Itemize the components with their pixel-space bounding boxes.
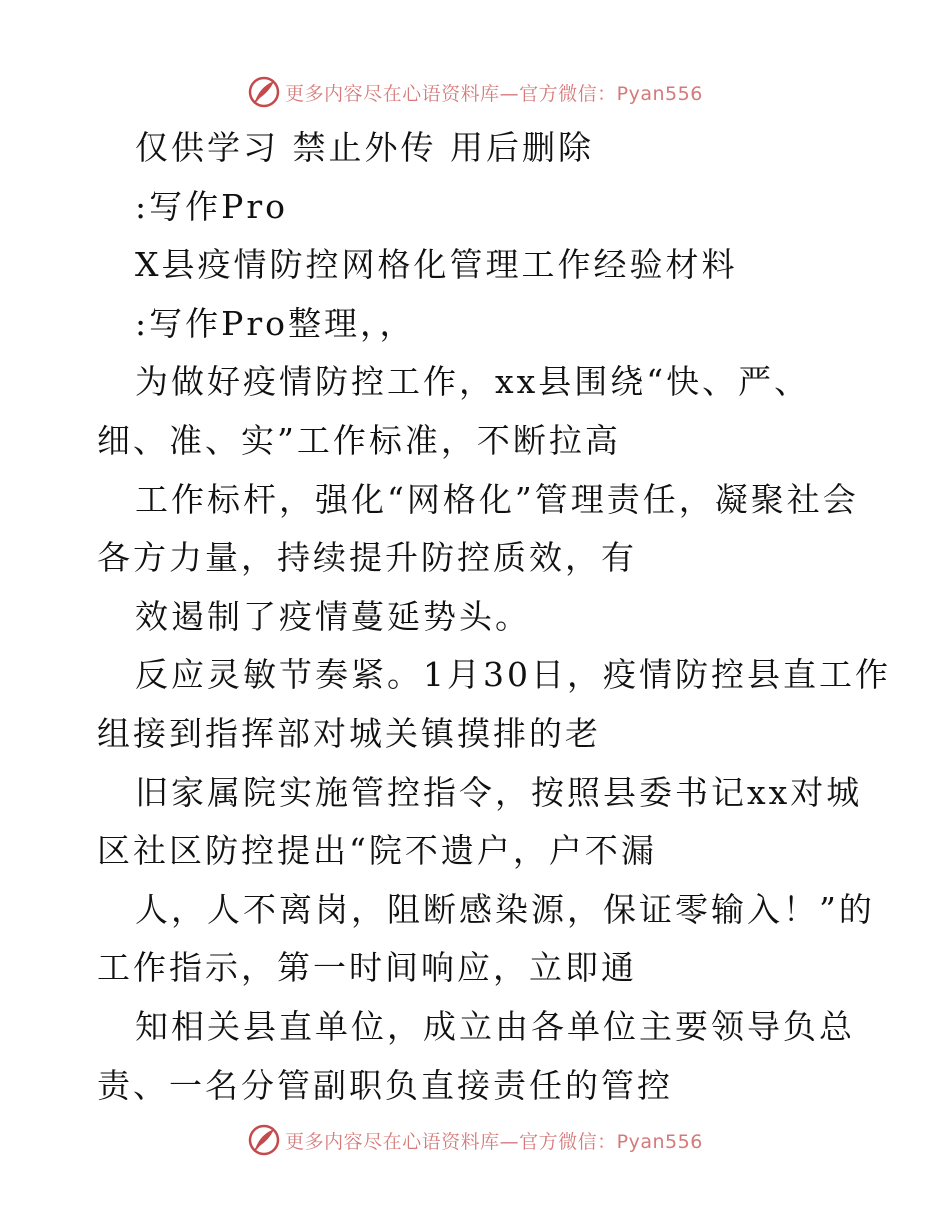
text-line-17: 责、一名分管副职负直接责任的管控 [97, 1065, 673, 1105]
document-body [97, 119, 897, 1115]
text-line-13: 区社区防控提出“院不遗户，户不漏 [97, 831, 657, 871]
text-line-5: 为做好疫情防控工作，xx县围绕“快、严、 [135, 362, 811, 402]
text-line-15: 工作指示，第一时间响应，立即通 [97, 948, 637, 988]
text-line-12: 旧家属院实施管控指令，按照县委书记xx对城 [135, 772, 863, 812]
watermark-text: 更多内容尽在心语资料库—官方微信：Pyan556 [285, 82, 703, 105]
text-line-16: 知相关县直单位，成立由各单位主要领导负总 [135, 1006, 855, 1046]
feather-pen-logo-icon [247, 75, 281, 109]
feather-pen-logo-icon [247, 1123, 281, 1157]
document-title: X县疫情防控网格化管理工作经验材料 [135, 245, 738, 285]
header-watermark [0, 72, 950, 112]
text-line-8: 各方力量，持续提升防控质效，有 [97, 538, 637, 578]
text-line-2: :写作Pro [135, 186, 288, 226]
text-line-10: 反应灵敏节奏紧。1月30日，疫情防控县直工作 [135, 655, 891, 695]
footer-watermark [0, 1120, 950, 1160]
text-line-14: 人，人不离岗，阻断感染源，保证零输入！”的 [135, 889, 875, 929]
watermark-text: 更多内容尽在心语资料库—官方微信：Pyan556 [285, 1130, 703, 1153]
text-line-1: 仅供学习 禁止外传 用后删除 [135, 128, 594, 167]
text-line-4: :写作Pro整理，， [135, 303, 416, 343]
text-line-11: 组接到指挥部对城关镇摸排的老 [97, 713, 601, 753]
text-line-7: 工作标杆，强化“网格化”管理责任，凝聚社会 [135, 479, 859, 519]
text-line-6: 细、准、实”工作标准，不断拉高 [97, 420, 621, 460]
text-line-9: 效遏制了疫情蔓延势头。 [135, 596, 531, 636]
